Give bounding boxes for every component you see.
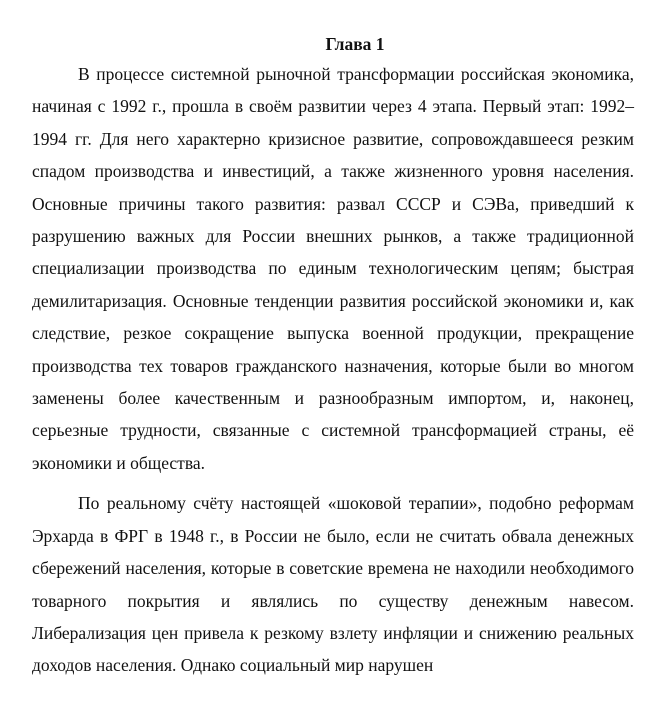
paragraph-1: В процессе системной рыночной трансформации российская экономика, начиная с 1992 г., прошла в своём развитии через 4 этапа. Первый этап: 1992–1994 гг. Для него характерно кризисное развитие, сопровождавшееся резким спадом производства и инвестиций, а также жизненного уровня населения. Основные причины такого развития: развал СССР и СЭВа, приведший к разрушению важных для России внешних рынков, а также традиционной специализации производства по единым технологическим цепям; быстрая демилитаризация. Основные тенденции развития российской экономики и, как следствие, резкое сокращение выпуска военной продукции, прекращение производства тех товаров гражданского назначения, которые были во многом заменены более качественным и разнообразным импортом, и, наконец, серьезные трудности, связанные с системной трансформацией страны, её экономики и общества. — [32, 64, 634, 473]
paragraph-2: По реальному счёту настоящей «шоковой терапии», подобно реформам Эрхарда в ФРГ в 1948 г., в России не было, если не считать обвала денежных сбережений населения, которые в советские времена не находили необходимого товарного покрытия и являлись по существу денежным навесом. Либерализация цен привела к резкому взлету инфляции и снижению реальных доходов населения. Однако социальный мир нарушен — [32, 493, 634, 676]
document-page — [32, 32, 634, 690]
chapter-heading: Глава 1 — [325, 34, 385, 54]
